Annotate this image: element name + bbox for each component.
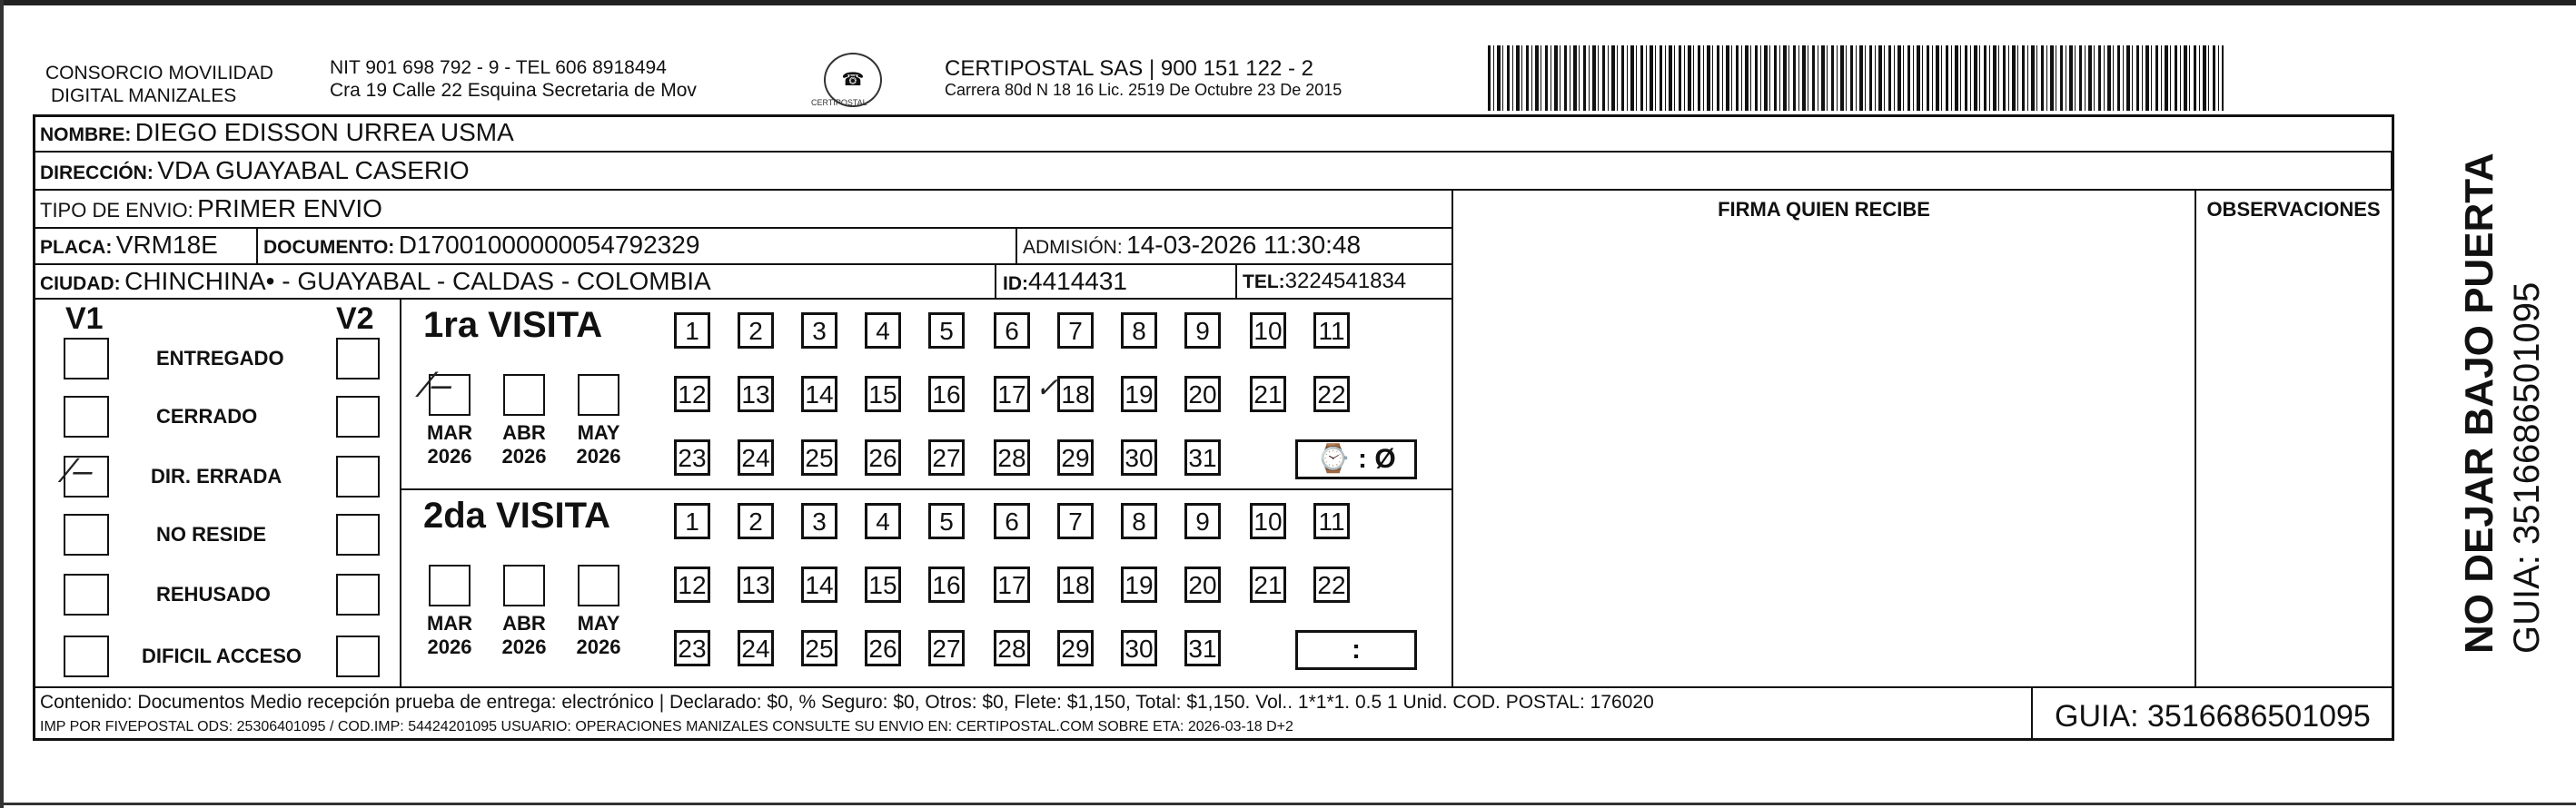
nombre-value: DIEGO EDISSON URREA USMA — [134, 118, 514, 146]
day-box[interactable]: 26 — [865, 439, 901, 476]
v2-label: V2 — [336, 301, 374, 336]
day-box[interactable]: 21 — [1250, 567, 1286, 603]
tipo-envio-value: PRIMER ENVIO — [197, 194, 382, 222]
top-border — [0, 0, 2576, 5]
day-box[interactable]: 4 — [865, 312, 901, 349]
v1-checkbox[interactable] — [64, 574, 109, 616]
left-border — [0, 0, 4, 808]
barcode — [1488, 45, 2224, 111]
day-box[interactable]: 12 — [674, 376, 710, 412]
day-box[interactable]: 20 — [1184, 376, 1221, 412]
day-box[interactable]: 19 — [1121, 376, 1157, 412]
handwritten-check: ⁄– — [67, 452, 93, 490]
month-label: MAY 2026 — [576, 612, 621, 658]
v2-checkbox[interactable] — [336, 338, 380, 379]
nit-info: NIT 901 698 792 - 9 - TEL 606 8918494 Cra 19 Calle 22 Esquina Secretaria de Mov — [330, 57, 697, 101]
day-box[interactable]: 18 — [1057, 567, 1094, 603]
status-option-label: CERRADO — [156, 405, 258, 428]
day-box[interactable]: 28 — [994, 630, 1030, 666]
visit-col-line — [400, 298, 401, 686]
v1-checkbox[interactable] — [64, 396, 109, 438]
day-box[interactable]: 31 — [1184, 439, 1221, 476]
day-box[interactable]: 2 — [738, 312, 774, 349]
day-box[interactable]: 1 — [674, 312, 710, 349]
month-label: MAY 2026 — [576, 421, 621, 468]
day-box[interactable]: 19 — [1121, 567, 1157, 603]
day-box[interactable]: 1 — [674, 503, 710, 539]
nombre-row: NOMBRE: DIEGO EDISSON URREA USMA — [40, 118, 514, 146]
v1-checkbox[interactable] — [64, 636, 109, 677]
day-box[interactable]: 14 — [801, 567, 837, 603]
status-option-label: REHUSADO — [156, 583, 271, 606]
side-guia: GUIA: 3516686501095 — [2507, 281, 2547, 654]
id-cell: ID:4414431 — [1003, 267, 1128, 295]
day-box[interactable]: 23 — [674, 439, 710, 476]
visit-title: 2da VISITA — [423, 496, 610, 536]
day-box[interactable]: 26 — [865, 630, 901, 666]
cell-line — [256, 227, 258, 263]
v2-checkbox[interactable] — [336, 456, 380, 498]
v2-checkbox[interactable] — [336, 514, 380, 556]
v1-checkbox[interactable] — [64, 338, 109, 379]
status-option-label: DIR. ERRADA — [151, 465, 282, 488]
tel-cell: TEL:3224541834 — [1243, 269, 1407, 293]
day-box[interactable]: 14 — [801, 376, 837, 412]
day-box[interactable]: 9 — [1184, 312, 1221, 349]
certipostal-logo-icon: ☎ — [824, 53, 882, 107]
day-box[interactable]: 8 — [1121, 503, 1157, 539]
time-box[interactable]: : — [1295, 630, 1417, 670]
day-box[interactable]: 3 — [801, 503, 837, 539]
month-checkbox[interactable] — [503, 565, 545, 606]
day-box[interactable]: 29 — [1057, 439, 1094, 476]
day-box[interactable]: 27 — [928, 630, 965, 666]
footer-line — [33, 686, 2394, 688]
day-box[interactable]: 12 — [674, 567, 710, 603]
month-checkbox[interactable] — [578, 374, 619, 416]
cell-line — [995, 263, 996, 298]
day-box[interactable]: 22 — [1313, 376, 1350, 412]
month-checkbox[interactable] — [503, 374, 545, 416]
v2-checkbox[interactable] — [336, 574, 380, 616]
month-label: ABR 2026 — [501, 421, 547, 468]
day-box[interactable]: 5 — [928, 503, 965, 539]
row-line — [33, 263, 1453, 265]
cell-line — [1016, 227, 1017, 263]
day-box[interactable]: 15 — [865, 567, 901, 603]
documento-cell: DOCUMENTO: D17001000000054792329 — [263, 231, 700, 259]
v2-checkbox[interactable] — [336, 636, 380, 677]
day-box[interactable]: 6 — [994, 503, 1030, 539]
col-line — [2391, 151, 2393, 189]
row-line — [33, 298, 1453, 300]
day-box[interactable]: 3 — [801, 312, 837, 349]
month-checkbox[interactable] — [429, 565, 471, 606]
day-box[interactable]: 2 — [738, 503, 774, 539]
ciudad-cell: CIUDAD: CHINCHINA• - GUAYABAL - CALDAS - COLOMBIA — [40, 267, 711, 295]
day-box[interactable]: 17 — [994, 376, 1030, 412]
day-box[interactable]: 22 — [1313, 567, 1350, 603]
day-box[interactable]: 29 — [1057, 630, 1094, 666]
time-box[interactable]: ⌚ : Ø — [1295, 439, 1417, 479]
footer-col-line — [2031, 686, 2033, 741]
day-box[interactable]: 24 — [738, 630, 774, 666]
v1-label: V1 — [65, 301, 104, 336]
bottom-border — [0, 803, 2576, 805]
day-box[interactable]: 9 — [1184, 503, 1221, 539]
day-box[interactable]: 18 — [1057, 376, 1094, 412]
cell-line — [1235, 263, 1237, 298]
day-box[interactable]: 30 — [1121, 630, 1157, 666]
handwritten-mark: ✓ — [1035, 373, 1059, 403]
carrier-info: CERTIPOSTAL SAS | 900 151 122 - 2 Carrera 80d N 18 16 Lic. 2519 De Octubre 23 De 2015 — [945, 56, 1342, 99]
day-box[interactable]: 30 — [1121, 439, 1157, 476]
status-option-label: ENTREGADO — [156, 347, 284, 370]
col-line — [1451, 189, 1453, 686]
month-label: ABR 2026 — [501, 612, 547, 658]
direccion-row: DIRECCIÓN: VDA GUAYABAL CASERIO — [40, 156, 470, 184]
admision-cell: ADMISIÓN: 14-03-2026 11:30:48 — [1023, 231, 1362, 259]
tipo-envio-row: TIPO DE ENVIO: PRIMER ENVIO — [40, 194, 382, 222]
day-box[interactable]: 6 — [994, 312, 1030, 349]
day-box[interactable]: 7 — [1057, 503, 1094, 539]
day-box[interactable]: 20 — [1184, 567, 1221, 603]
day-box[interactable]: 17 — [994, 567, 1030, 603]
handwritten-check: ⁄‒ — [425, 365, 451, 405]
day-box[interactable]: 15 — [865, 376, 901, 412]
firma-header: FIRMA QUIEN RECIBE — [1718, 198, 1930, 221]
day-box[interactable]: 10 — [1250, 312, 1286, 349]
logo-caption: CERTIPOSTAL — [811, 98, 867, 107]
day-box[interactable]: 24 — [738, 439, 774, 476]
day-box[interactable]: 31 — [1184, 630, 1221, 666]
day-box[interactable]: 7 — [1057, 312, 1094, 349]
day-box[interactable]: 8 — [1121, 312, 1157, 349]
placa-cell: PLACA: VRM18E — [40, 231, 218, 259]
footer-imp: IMP POR FIVEPOSTAL ODS: 25306401095 / COD.IMP: 54424201095 USUARIO: OPERACIONES MANIZALES CONSULTE SU ENVIO EN: CERTIPOSTAL.COM SOBRE ETA: 2026-03-18 D+2 — [40, 719, 1293, 734]
company-name: CONSORCIO MOVILIDAD DIGITAL MANIZALES — [45, 63, 273, 106]
day-box[interactable]: 11 — [1313, 503, 1350, 539]
row-line — [33, 227, 1453, 229]
day-box[interactable]: 21 — [1250, 376, 1286, 412]
day-box[interactable]: 11 — [1313, 312, 1350, 349]
day-box[interactable]: 13 — [738, 567, 774, 603]
guia-number: GUIA: 3516686501095 — [2055, 699, 2371, 734]
day-box[interactable]: 27 — [928, 439, 965, 476]
day-box[interactable]: 28 — [994, 439, 1030, 476]
day-box[interactable]: 13 — [738, 376, 774, 412]
row-line — [33, 151, 2394, 153]
day-box[interactable]: 25 — [801, 439, 837, 476]
footer-contenido: Contenido: Documentos Medio recepción prueba de entrega: electrónico | Declarado: $0, % Seguro: $0, Otros: $0, Flete: $1,150, Total: $1,150. Vol.. 1*1*1. 0.5 1 Unid. COD. POSTAL: 176020 — [40, 692, 1654, 713]
month-label: MAR 2026 — [426, 421, 473, 468]
day-box[interactable]: 5 — [928, 312, 965, 349]
v2-checkbox[interactable] — [336, 396, 380, 438]
day-box[interactable]: 23 — [674, 630, 710, 666]
day-box[interactable]: 16 — [928, 567, 965, 603]
col-line — [2195, 189, 2196, 686]
observaciones-header: OBSERVACIONES — [2206, 198, 2381, 221]
status-option-label: NO RESIDE — [156, 523, 267, 546]
day-box[interactable]: 4 — [865, 503, 901, 539]
day-box[interactable]: 10 — [1250, 503, 1286, 539]
visit-title: 1ra VISITA — [423, 305, 603, 345]
month-checkbox[interactable] — [578, 565, 619, 606]
status-option-label: DIFICIL ACCESO — [142, 645, 302, 667]
direccion-value: VDA GUAYABAL CASERIO — [157, 156, 470, 184]
no-dejar-bajo-puerta: NO DEJAR BAJO PUERTA — [2457, 153, 2502, 654]
v1-checkbox[interactable] — [64, 514, 109, 556]
row-line — [33, 189, 2394, 191]
day-box[interactable]: 25 — [801, 630, 837, 666]
month-label: MAR 2026 — [426, 612, 473, 658]
day-box[interactable]: 16 — [928, 376, 965, 412]
visit-divider — [400, 488, 1453, 490]
